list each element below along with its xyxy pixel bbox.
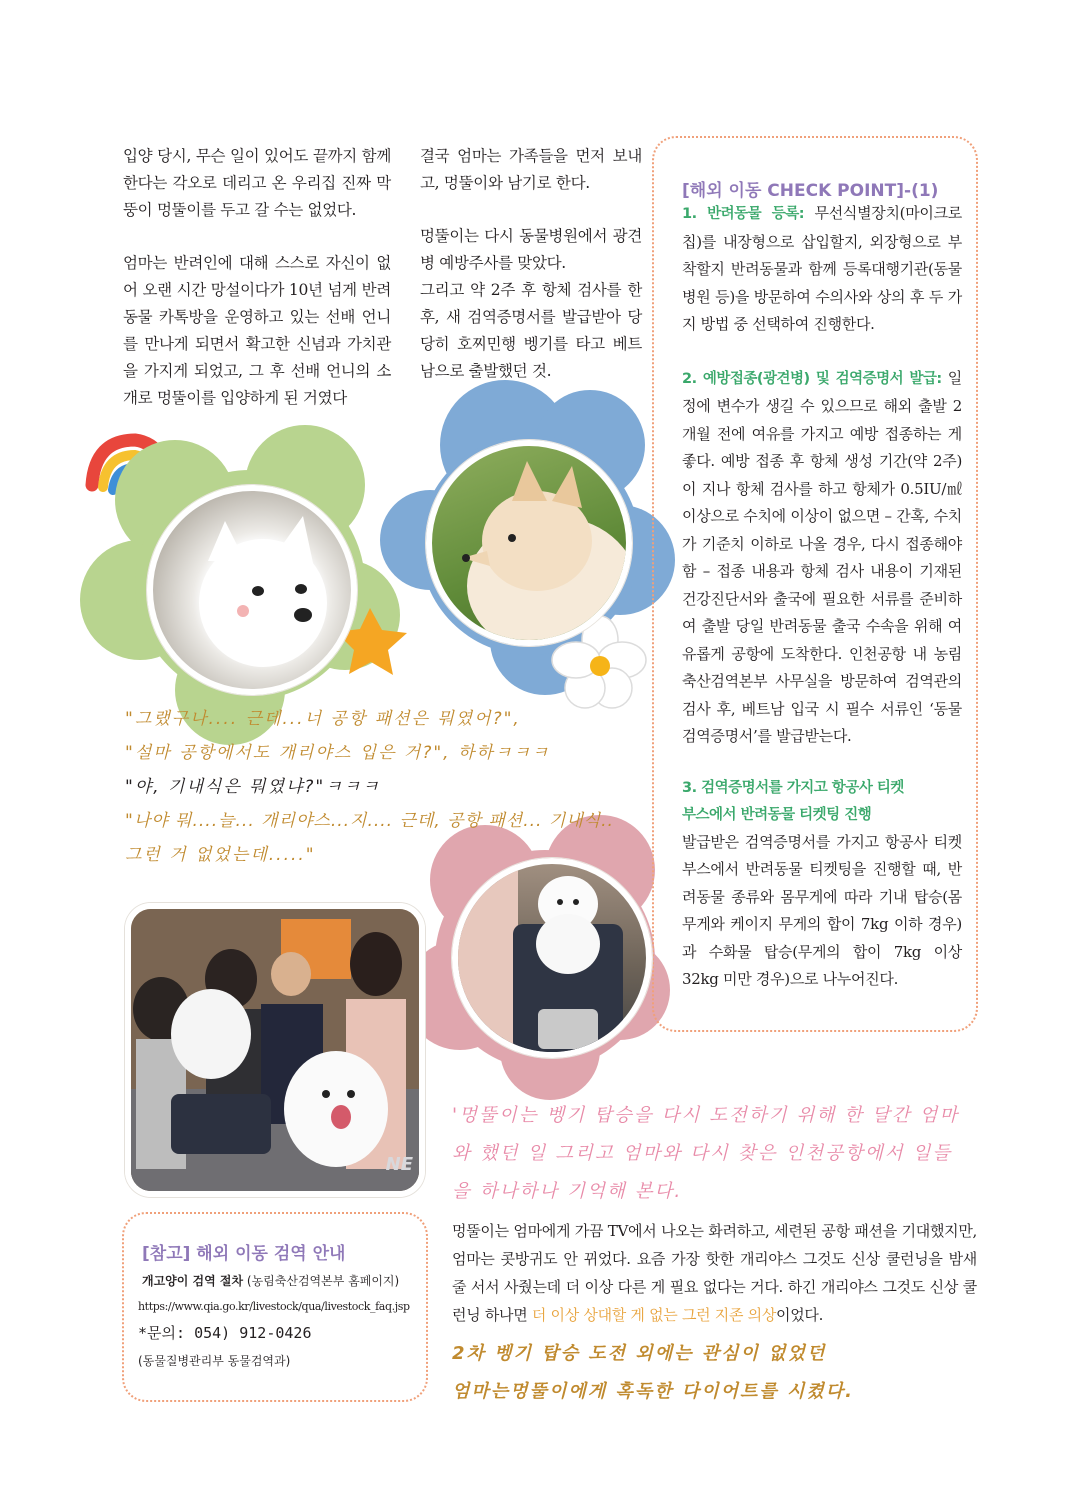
- reference-procedure-label: 개고양이 검역 절차: [142, 1274, 244, 1288]
- dialogue-line-4: "나야 뭐....늘... 개리야스...지.... 근데, 공항 패션... 기내식..: [125, 811, 614, 831]
- checkpoint-title: [해외 이동 CHECK POINT]-(1): [682, 181, 939, 201]
- white-pomeranian-photo: [147, 485, 357, 695]
- checkpoint-item-1-heading: 1. 반려동물 등록:: [682, 206, 805, 222]
- checkpoint-item-3-text: 발급받은 검역증명서를 가지고 항공사 티켓 부스에서 반려동물 티켓팅을 진행할 때, 반려동물 종류와 몸무게에 따라 기내 탑승(몸무게와 케이지 무게의 합이 7kg 이하 경우)과 수화물 탑승(무게의 합이 7kg 이상 32kg 미만 경우)으로 나누어진다.: [682, 832, 962, 988]
- airport-scene-illustration: [131, 909, 419, 1191]
- diet-handwriting-line-2: 엄마는멍뚤이에게 혹독한 다이어트를 시켰다.: [452, 1381, 855, 1402]
- checkpoint-item-3-heading-line2: 부스에서 반려동물 티켓팅 진행: [682, 806, 872, 823]
- photo-watermark: NE: [385, 1154, 413, 1175]
- pink-quote: [452, 1097, 972, 1211]
- reference-title: [참고] 해외 이동 검역 안내: [142, 1244, 346, 1264]
- paragraph-airport-fashion-main: 멍뚤이는 엄마에게 가끔 TV에서 나오는 화려하고, 세련된 공항 패션을 기대했지만, 엄마는 콧방귀도 안 뀌었다. 요즘 가장 핫한 개리야스 그것도 신상 쿨런닝을 밤새 줄 서서 사줬는데 더 이상 다른 게 필요 없다는 거다. 하긴 개리야스 그것도 신상 쿨런닝 하나면: [452, 1222, 977, 1324]
- highlight-text: 더 이상 상대할 게 없는 그런 지존 의상: [531, 1306, 777, 1324]
- bottom-text: [452, 1217, 977, 1411]
- poodle-illustration: [458, 864, 646, 1052]
- reference-procedure: [142, 1272, 399, 1289]
- reference-url[interactable]: https://www.qia.go.kr/livestock/qua/livestock_faq.jsp: [138, 1300, 410, 1313]
- reference-contact: *문의: 054) 912-0426: [138, 1324, 312, 1342]
- dialogue-line-2: "설마 공항에서도 개리야스 입은 거?", 하하ㅋㅋㅋ: [125, 743, 551, 763]
- diet-handwriting: [452, 1335, 977, 1411]
- dog-profile-illustration: [432, 446, 626, 640]
- dialogue-line-5: 그런 거 없었는데.....": [125, 845, 316, 865]
- checkpoint-item-3-heading-line1: 3. 검역증명서를 가지고 항공사 티켓: [682, 779, 904, 796]
- paragraph-airport-fashion-end: 이었다.: [776, 1306, 824, 1324]
- checkpoint-item-2: [682, 365, 962, 751]
- checkpoint-item-1: [682, 200, 962, 339]
- dialogue-line-3: "야, 기내식은 뭐였냐?"ㅋㅋㅋ: [125, 777, 381, 797]
- reference-department: (동물질병관리부 동물검역과): [138, 1354, 291, 1368]
- column-2: [420, 143, 642, 385]
- paragraph-vaccine: 멍뚤이는 다시 동물병원에서 광견병 예방주사를 맞았다.: [420, 227, 642, 272]
- checkpoint-item-1-text: 무선식별장치(마이크로칩)를 내장형으로 삽입할지, 외장형으로 부착할지 반려동물과 함께 등록대행기관(동물병원 등)을 방문하여 수의사와 상의 후 두 가지 방법 중 선택하여 진행한다.: [682, 204, 962, 333]
- diet-handwriting-line-1: 2차 벵기 탑승 도전 외에는 관심이 없었던: [452, 1343, 827, 1364]
- column-1: [123, 143, 391, 412]
- reference-box: [122, 1212, 428, 1402]
- checkpoint-item-2-text: 일정에 변수가 생길 수 있으므로 해외 출발 2개월 전에 여유를 가지고 예방 접종하는 게 좋다. 예방 접종 후 항체 생성 기간(약 2주)이 지나 항체 검사를 하고 항체가 0.5IU/㎖이상으로 수치에 이상이 없으면 – 간혹, 수치가 기준치 이하로 나올 경우, 다시 접종해야 함 – 접종 내용과 항체 검사 내용이 기재된 건강진단서와 출국에 필요한 서류를 준비하여 출발 당일 반려동물 출국 수속을 위해 여유롭게 공항에 도착한다. 인천공항 내 농림축산검역본부 사무실을 방문하여 검역관의 검사 후, 베트남 입국 시 필수 서류인 ‘동물검역증명서’를 발급받는다.: [682, 368, 962, 745]
- paragraph-departure: 그리고 약 2주 후 항체 검사를 한 후, 새 검역증명서를 발급받아 당당히 호찌민행 벵기를 타고 베트남으로 출발했던 것.: [420, 281, 642, 380]
- checkpoint-content: [682, 200, 962, 994]
- paragraph-family: 결국 엄마는 가족들을 먼저 보내고, 멍뚤이와 남기로 한다.: [420, 147, 642, 192]
- poodle-stroller-photo: [452, 858, 652, 1058]
- pink-quote-line-1: '멍뚤이는 벵기 탑승을 다시 도전하기 위해 한 달간 엄마: [452, 1105, 960, 1126]
- pink-quote-line-2: 와 했던 일 그리고 엄마와 다시 찾은 인천공항에서 일들: [452, 1143, 953, 1164]
- checkpoint-item-2-heading: 2. 예방접종(광견병) 및 검역증명서 발급:: [682, 370, 942, 387]
- paragraph-mom: 엄마는 반려인에 대해 스스로 자신이 없어 오랜 시간 망설이다가 10년 넘게 반려동물 카톡방을 운영하고 있는 선배 언니를 만나게 되면서 확고한 신념과 가치관을 가지게 되었고, 그 후 선배 언니의 소개로 멍뚤이를 입양하게 된 거였다: [123, 254, 391, 407]
- checkpoint-box: [652, 136, 978, 1032]
- airport-group-photo: [125, 903, 425, 1197]
- paragraph-adoption: 입양 당시, 무슨 일이 있어도 끝까지 함께 한다는 각오로 데리고 온 우리집 진짜 막뚱이 멍뚤이를 두고 갈 수는 없었다.: [123, 147, 391, 219]
- dialogue-block: [125, 702, 645, 872]
- cream-pomeranian-photo: [426, 440, 632, 646]
- checkpoint-item-3-heading: [682, 775, 962, 829]
- dog-face-illustration: [153, 491, 351, 689]
- dialogue-line-1: "그랬구나.... 근데...너 공항 패션은 뭐였어?",: [125, 709, 521, 729]
- reference-procedure-source: (농림축산검역본부 홈페이지): [243, 1274, 400, 1288]
- paragraph-airport-fashion: [452, 1217, 977, 1329]
- pink-quote-line-3: 을 하나하나 기억해 본다.: [452, 1181, 683, 1202]
